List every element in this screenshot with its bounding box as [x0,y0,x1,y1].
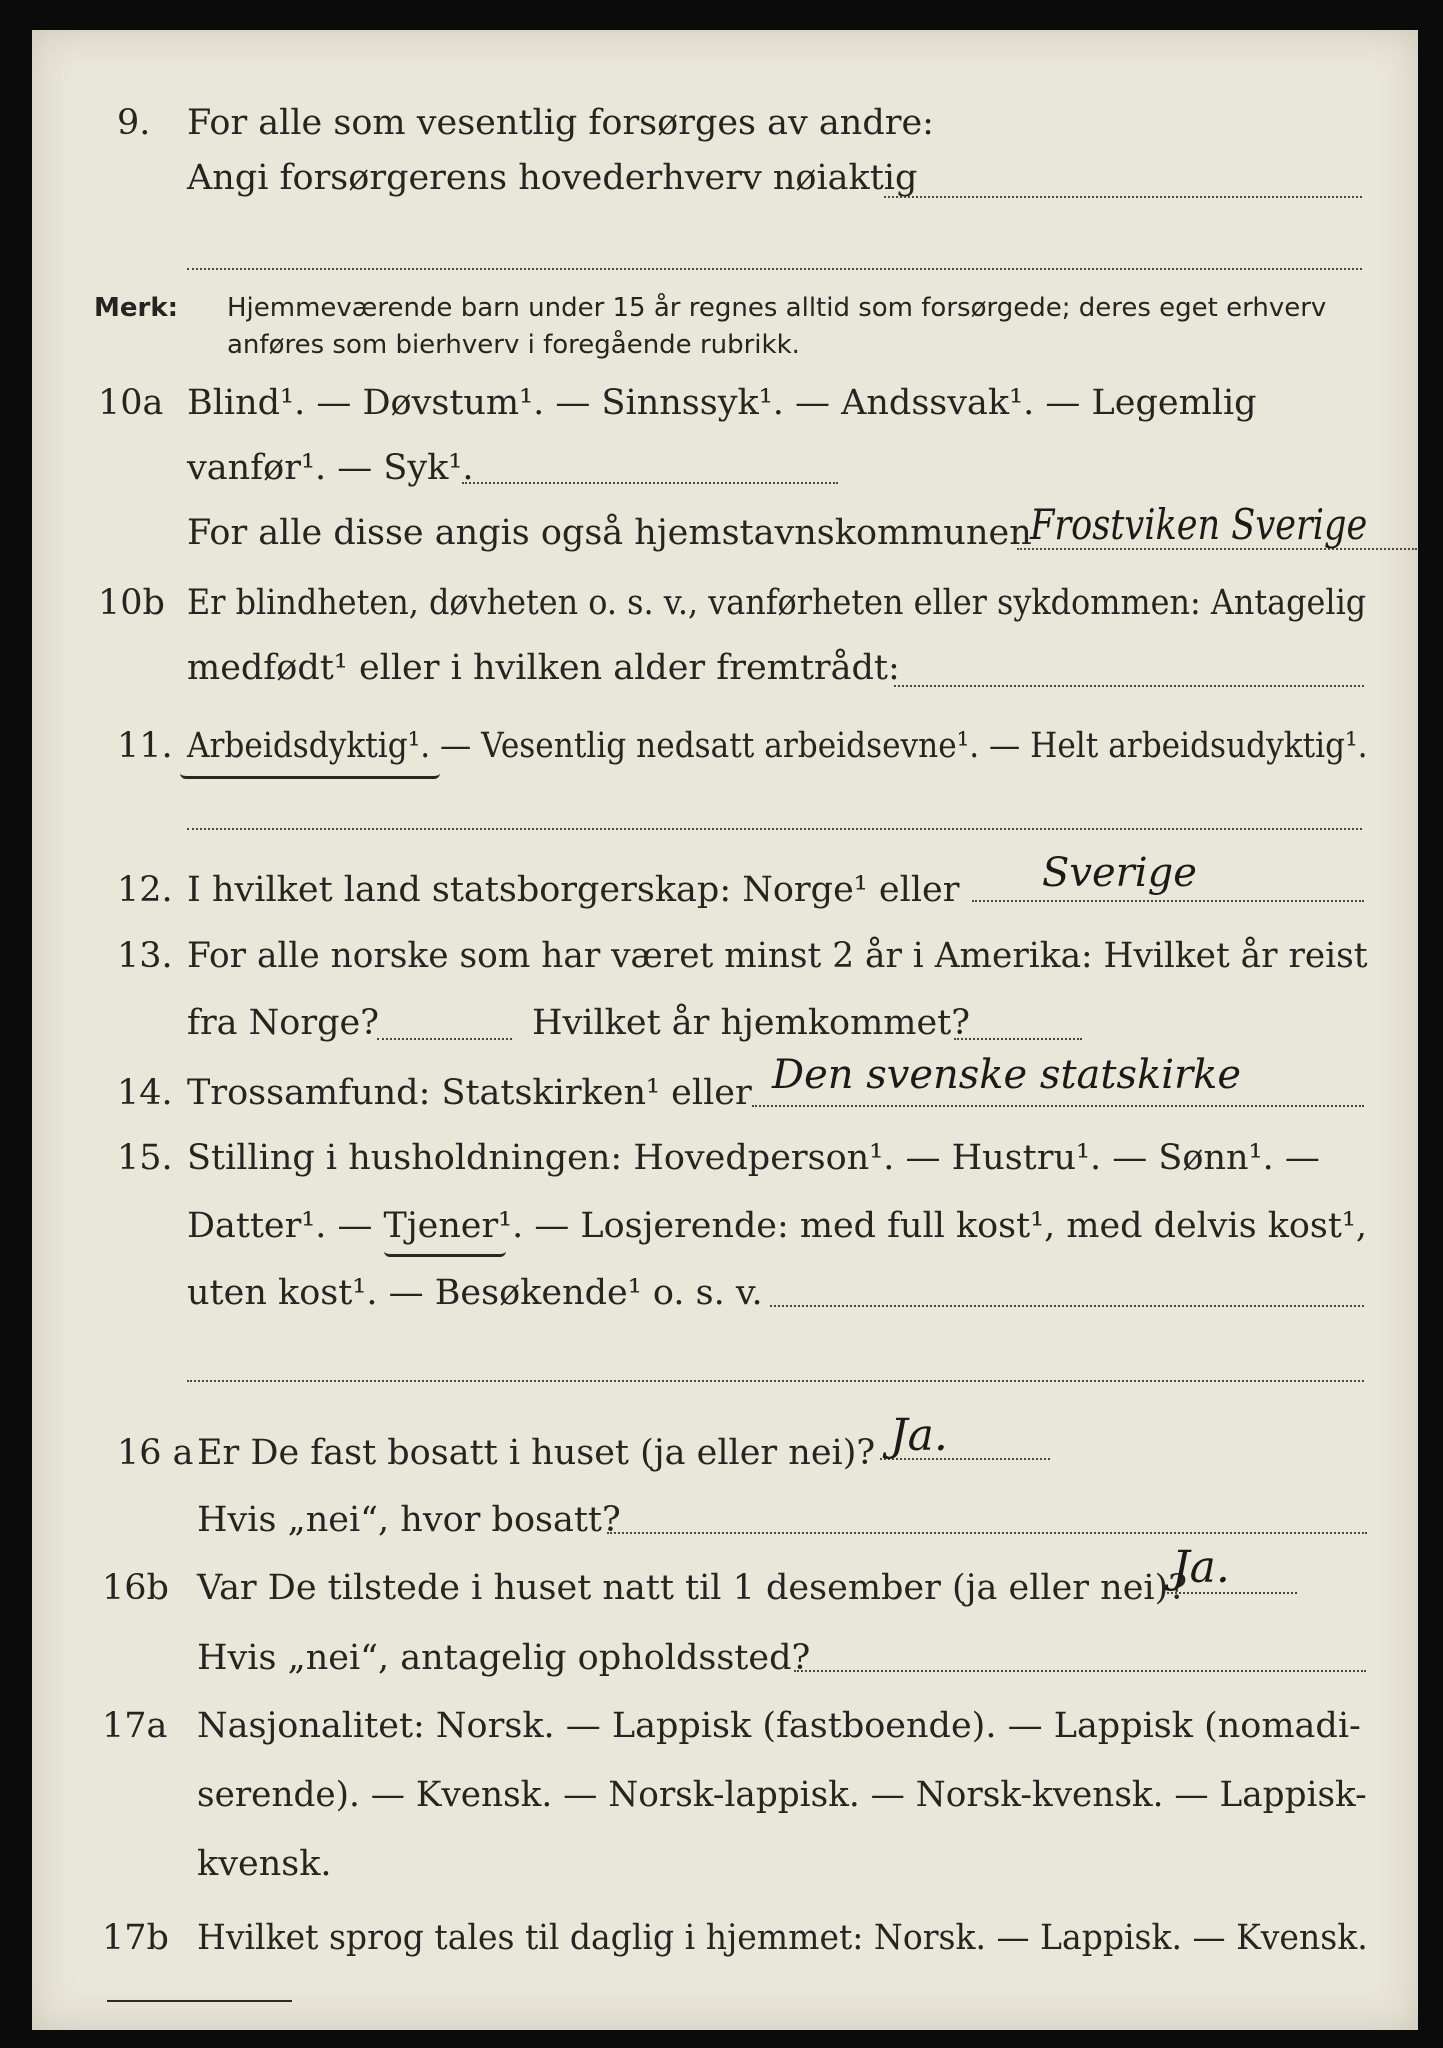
q15-text: Stilling i husholdningen: Hovedperson¹. — Hustru¹. — Sønn¹. — [187,1138,1320,1178]
q9-line1 [32,95,1418,151]
q15-tjener-underline [384,1248,506,1257]
q10b-line2 [32,640,1418,696]
q14-text: Trossamfund: Statskirken¹ eller [187,1073,752,1113]
q10a-line1 [32,375,1418,431]
q13-text: For alle norske som har været minst 2 år i Amerika: Hvilket år reist [187,936,1368,976]
q12-text: I hvilket land statsborgerskap: Norge¹ eller [187,870,960,910]
q10a-line2 [32,440,1418,496]
q16b-handwritten-answer: Ja. [1172,1542,1230,1593]
q13-reist-answer-line[interactable] [377,1038,512,1040]
q9-number: 9. [117,103,151,143]
merk-text: Hjemmeværende barn under 15 år regnes alltid som forsørgede; deres eget erhverv [227,293,1327,323]
merk-label: Merk: [94,293,179,323]
q15-number: 15. [117,1138,173,1178]
q12-line1 [32,862,1418,918]
q17a-line1 [32,1698,1418,1754]
q10b-text: Er blindheten, døvheten o. s. v., vanførheten eller sykdommen: Antagelig [187,583,1367,623]
q9-answer-line[interactable] [884,196,1362,198]
q12-handwritten-answer: Sverige [1042,850,1197,896]
q17a-text: Nasjonalitet: Norsk. — Lappisk (fastboende). — Lappisk (nomadi- [197,1706,1361,1746]
q15-answer-line[interactable] [770,1305,1364,1307]
q17a-text-2: serende). — Kvensk. — Norsk-lappisk. — Norsk-kvensk. — Lappisk- [197,1775,1367,1815]
merk-line1 [32,288,1418,328]
q16b-line2 [32,1630,1418,1686]
q16a-line2 [32,1492,1418,1548]
q16a-bosatt-answer-line[interactable] [607,1532,1367,1534]
q12-answer-line[interactable] [972,900,1364,902]
footnote-separator [107,2000,292,2002]
q13-number: 13. [117,936,173,976]
q9-subtext: Angi forsørgerens hovederhverv nøiaktig [187,158,918,198]
q15-line3 [32,1265,1418,1321]
q17a-line3 [32,1836,1418,1892]
q16a-number: 16 a [117,1433,194,1473]
q16a-line1 [32,1425,1418,1481]
q16a-text: Er De fast bosatt i huset (ja eller nei)? [197,1433,876,1473]
q17a-text-3: kvensk. [197,1844,332,1884]
q14-answer-line[interactable] [752,1105,1364,1107]
q14-handwritten-answer: Den svenske statskirke [772,1052,1242,1098]
q11-text: Arbeidsdyktig¹. — Vesentlig nedsatt arbeidsevne¹. — Helt arbeidsudyktig¹. [187,726,1368,766]
q11-number: 11. [117,726,173,766]
q13-text-2b: Hvilket år hjemkommet? [532,1003,971,1043]
q13-line1 [32,928,1418,984]
q13-line2 [32,995,1418,1051]
q10a-text: Blind¹. — Døvstum¹. — Sinnssyk¹. — Andssvak¹. — Legemlig [187,383,1257,423]
census-form-page [32,30,1418,2030]
q15-text-2: Datter¹. — Tjener¹. — Losjerende: med full kost¹, med delvis kost¹, [187,1206,1368,1246]
merk-line2 [32,325,1418,365]
q16b-text-2: Hvis „nei“, antagelig opholdssted? [197,1638,811,1678]
q16a-handwritten-answer: Ja. [890,1410,948,1461]
q10a-text-3: For alle disse angis også hjemstavnskommunen [187,513,1032,553]
q17a-number: 17a [102,1706,168,1746]
q10a-handwritten-answer: Frostviken Sverige [1030,500,1368,549]
q17b-number: 17b [102,1918,169,1958]
q9-answer-line-2[interactable] [187,268,1362,270]
q16a-text-2: Hvis „nei“, hvor bosatt? [197,1500,621,1540]
q10a-text-2: vanfør¹. — Syk¹. [187,448,474,488]
q13-hjemkommet-answer-line[interactable] [954,1038,1082,1040]
q15-text-3: uten kost¹. — Besøkende¹ o. s. v. [187,1273,763,1313]
q16b-number: 16b [102,1568,169,1608]
q12-number: 12. [117,870,173,910]
q15-answer-line-2[interactable] [187,1380,1364,1382]
q13-text-2a: fra Norge? [187,1003,379,1043]
q16b-opholdssted-answer-line[interactable] [794,1670,1366,1672]
q17b-line1 [32,1910,1418,1966]
q9-text: For alle som vesentlig forsørges av andre: [187,103,934,143]
q10b-text-2: medfødt¹ eller i hvilken alder fremtrådt: [187,648,900,688]
q17a-line2 [32,1767,1418,1823]
q15-line2 [32,1198,1418,1254]
q16b-text: Var De tilstede i huset natt til 1 desember (ja eller nei)? [197,1568,1188,1608]
q11-handwritten-underline [180,768,440,779]
q10a-number: 10a [98,383,164,423]
q14-number: 14. [117,1073,173,1113]
q10a-syk-answer-line[interactable] [462,482,838,484]
q11-answer-line[interactable] [187,828,1362,830]
merk-text-2: anføres som bierhverv i foregående rubrikk. [227,330,800,360]
q10b-number: 10b [98,583,165,623]
q10b-line1 [32,575,1418,631]
q15-line1 [32,1130,1418,1186]
q11-line1 [32,718,1418,774]
q10b-answer-line[interactable] [894,685,1364,687]
q17b-text: Hvilket sprog tales til daglig i hjemmet: Norsk. — Lappisk. — Kvensk. [197,1918,1368,1958]
